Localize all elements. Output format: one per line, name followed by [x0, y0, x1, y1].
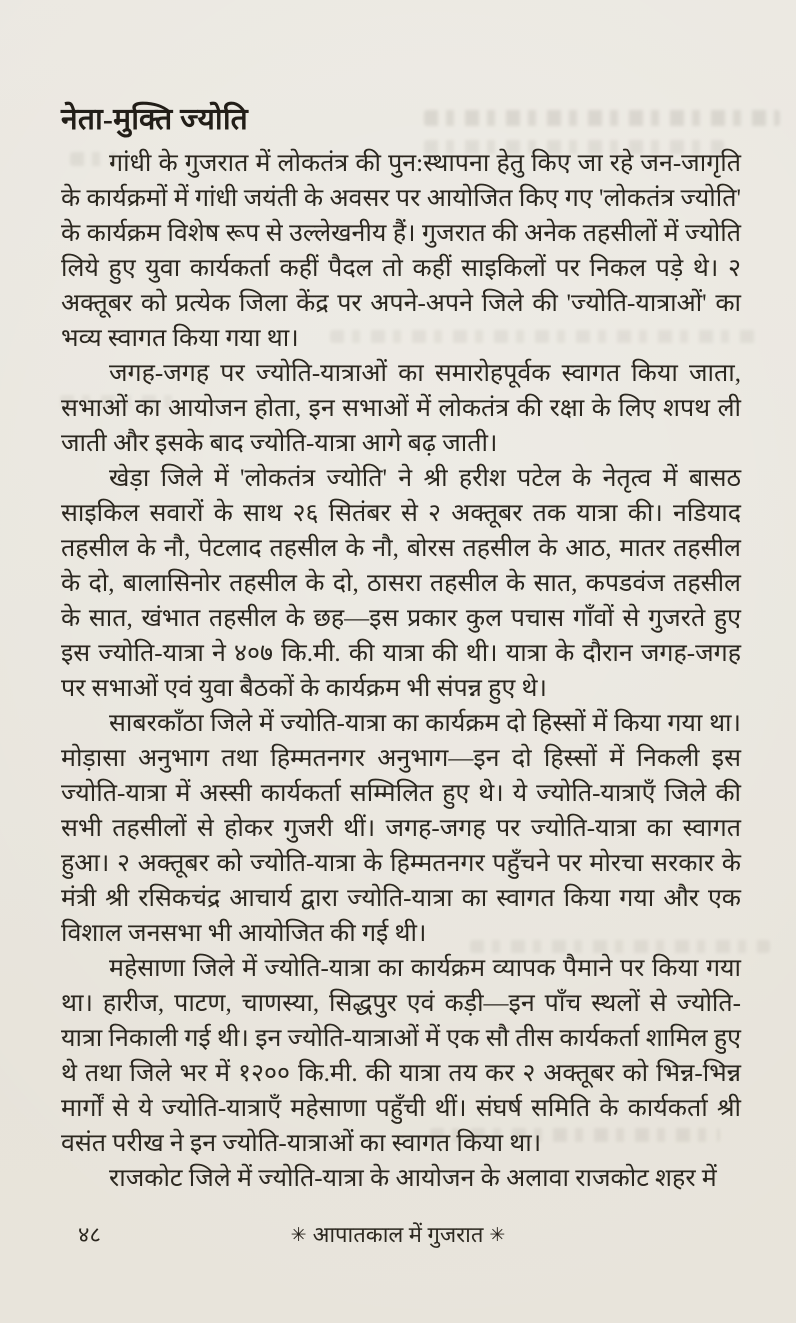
paragraph: राजकोट जिले में ज्योति-यात्रा के आयोजन के अलावा राजकोट शहर में: [109, 1165, 717, 1192]
asterisk-ornament-icon: ✳: [489, 1225, 506, 1246]
body-text: [61, 146, 741, 1196]
asterisk-ornament-icon: ✳: [290, 1225, 307, 1246]
paragraph: खेड़ा जिले में 'लोकतंत्र ज्योति' ने श्री हरीश पटेल के नेतृत्व में बासठ साइकिल सवारों के साथ २६ सितंबर से २ अक्तूबर तक यात्रा की। नडियाद तहसील के नौ, पेटलाद तहसील के नौ, बोरस तहसील के आठ, मातर तहसील के दो, बालासिनोर तहसील के दो, ठासरा तहसील के सात, कपडवंज तहसील के सात, खंभात तहसील के छह—इस प्रकार कुल पचास गाँवों से गुजरते हुए इस ज्योति-यात्रा ने ४०७ कि.मी. की यात्रा की थी। यात्रा के दौरान जगह-जगह पर सभाओं एवं युवा बैठकों के कार्यक्रम भी संपन्न हुए थे।: [61, 465, 741, 702]
paragraph: महेसाणा जिले में ज्योति-यात्रा का कार्यक्रम व्यापक पैमाने पर किया गया था। हारीज, पाटण, चाणस्या, सिद्धपुर एवं कड़ी—इन पाँच स्थलों से ज्योति-यात्रा निकाली गई थी। इन ज्योति-यात्राओं में एक सौ तीस कार्यकर्ता शामिल हुए थे तथा जिले भर में १२०० कि.मी. की यात्रा तय कर २ अक्तूबर को भिन्न-भिन्न मार्गों से ये ज्योति-यात्राएँ महेसाणा पहुँची थीं। संघर्ष समिति के कार्यकर्ता श्री वसंत परीख ने इन ज्योति-यात्राओं का स्वागत किया था।: [61, 955, 741, 1157]
page-footer: [0, 1220, 796, 1254]
page-content: [61, 100, 741, 1196]
paragraph: साबरकाँठा जिले में ज्योति-यात्रा का कार्यक्रम दो हिस्सों में किया गया था। मोड़ासा अनुभाग तथा हिम्मतनगर अनुभाग—इन दो हिस्सों में निकली इस ज्योति-यात्रा में अस्सी कार्यकर्ता सम्मिलित हुए थे। ये ज्योति-यात्राएँ जिले की सभी तहसीलों से होकर गुजरी थीं। जगह-जगह पर ज्योति-यात्रा का स्वागत हुआ। २ अक्तूबर को ज्योति-यात्रा के हिम्मतनगर पहुँचने पर मोरचा सरकार के मंत्री श्री रसिकचंद्र आचार्य द्वारा ज्योति-यात्रा का स्वागत किया गया और एक विशाल जनसभा भी आयोजित की गई थी।: [61, 710, 741, 947]
paragraph: गांधी के गुजरात में लोकतंत्र की पुन:स्थापना हेतु किए जा रहे जन-जागृति के कार्यक्रमों में गांधी जयंती के अवसर पर आयोजित किए गए 'लोकतंत्र ज्योति' के कार्यक्रम विशेष रूप से उल्लेखनीय हैं। गुजरात की अनेक तहसीलों में ज्योति लिये हुए युवा कार्यकर्ता कहीं पैदल तो कहीं साइकिलों पर निकल पड़े थे। २ अक्तूबर को प्रत्येक जिला केंद्र पर अपने-अपने जिले की 'ज्योति-यात्राओं' का भव्य स्वागत किया गया था।: [61, 150, 741, 352]
running-title-text: आपातकाल में गुजरात: [312, 1222, 484, 1247]
running-title: [0, 1220, 796, 1252]
paragraph: जगह-जगह पर ज्योति-यात्राओं का समारोहपूर्वक स्वागत किया जाता, सभाओं का आयोजन होता, इन सभाओं में लोकतंत्र की रक्षा के लिए शपथ ली जाती और इसके बाद ज्योति-यात्रा आगे बढ़ जाती।: [61, 360, 741, 457]
section-heading: नेता-मुक्ति ज्योति: [61, 103, 248, 136]
page-number: ४८: [78, 1222, 101, 1247]
